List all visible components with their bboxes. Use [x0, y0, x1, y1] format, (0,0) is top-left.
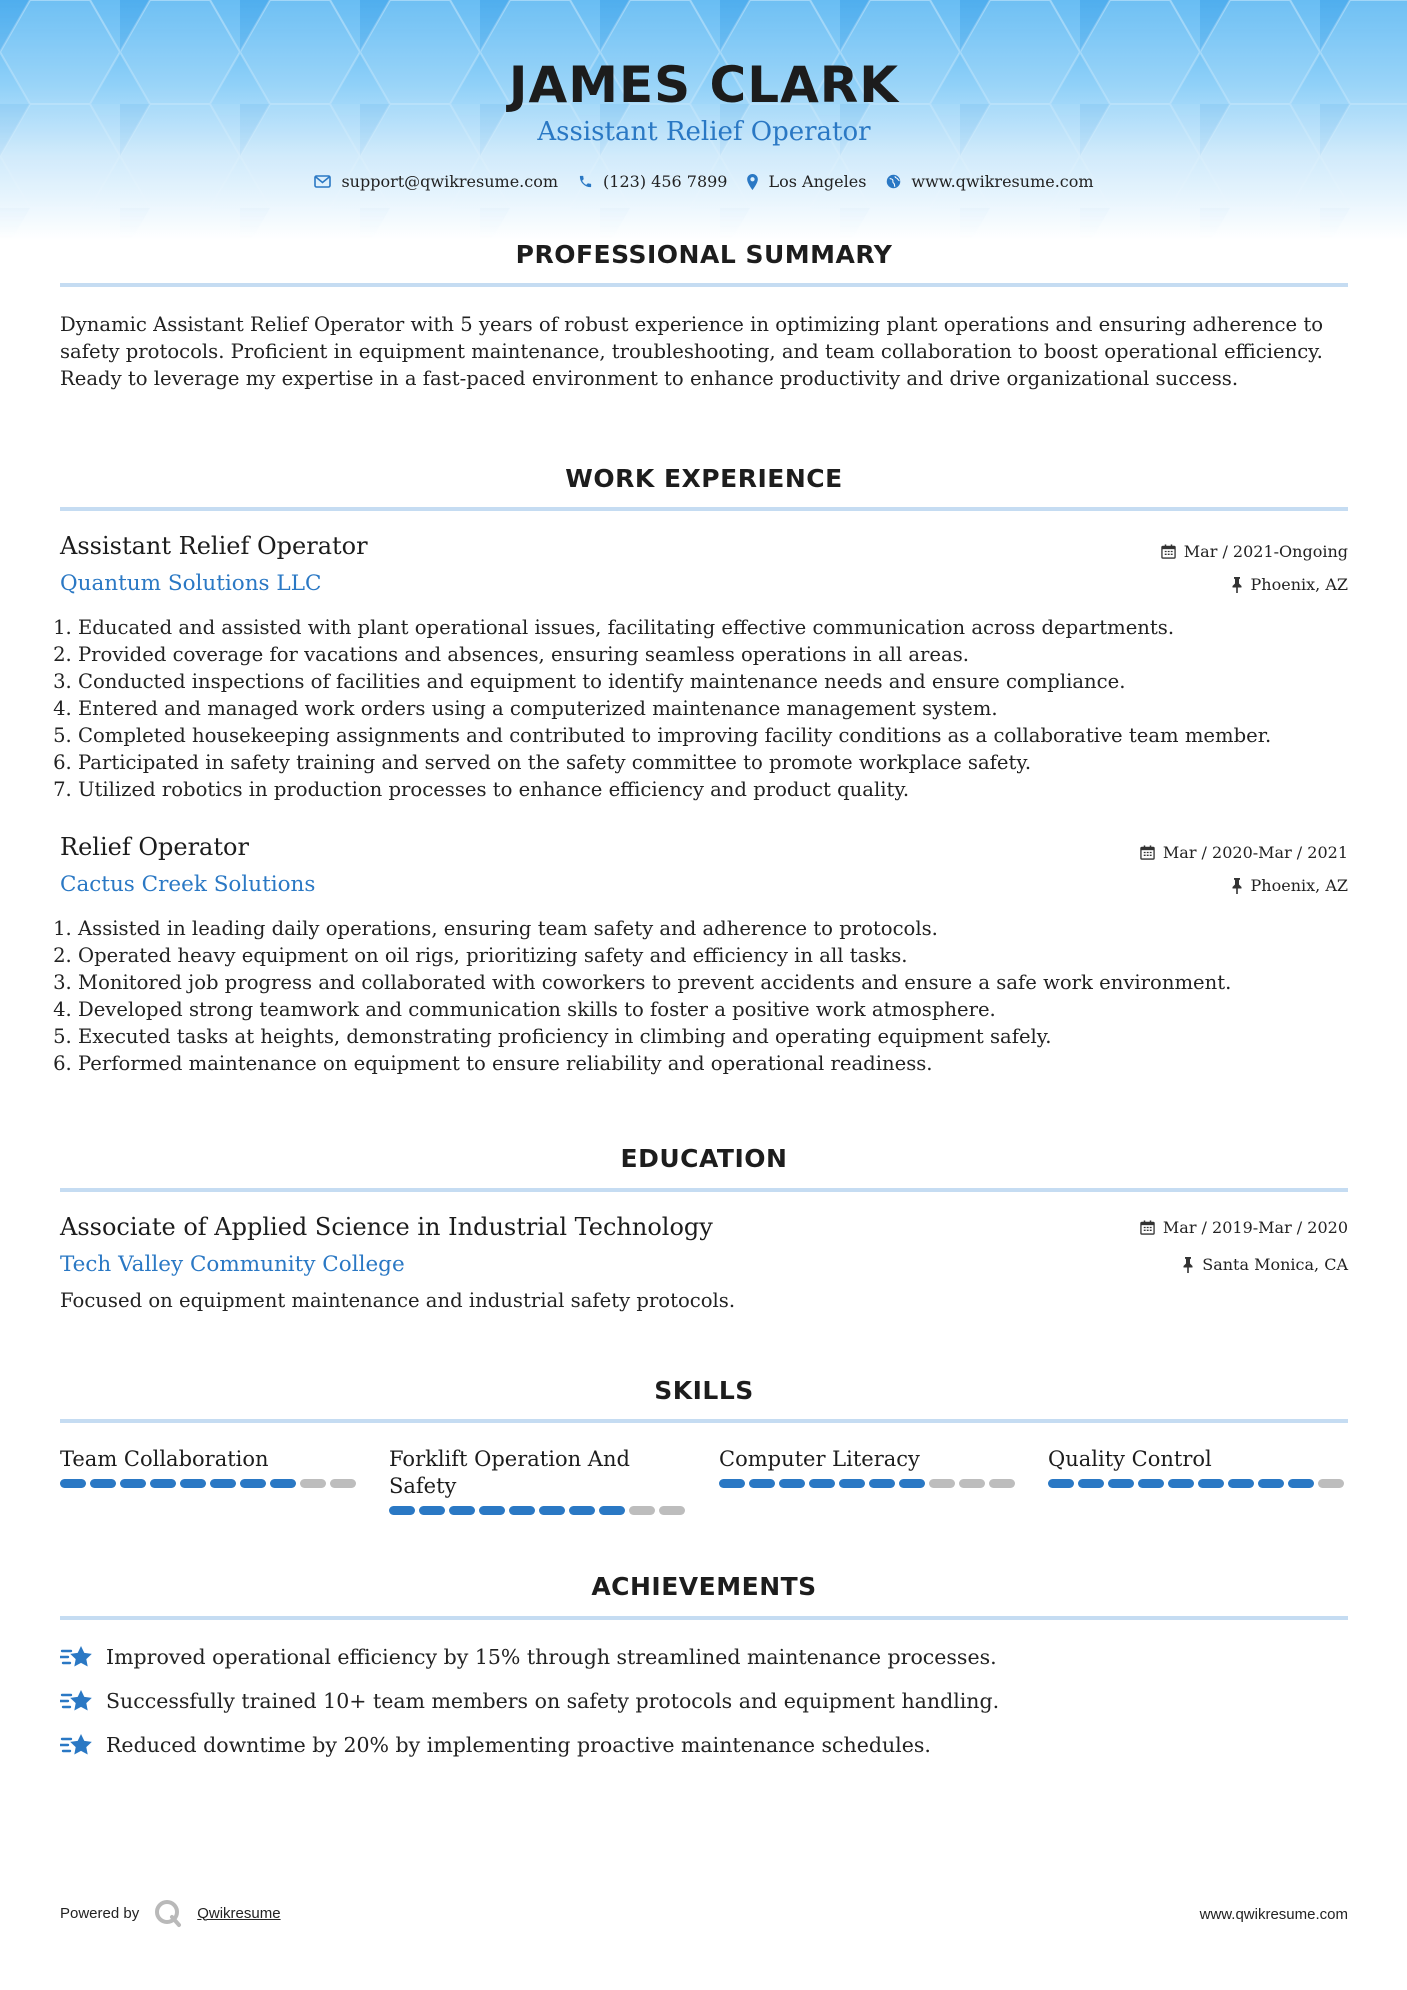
pushpin-icon — [1231, 878, 1243, 894]
pushpin-icon — [1182, 1257, 1194, 1273]
skill-segment-filled — [449, 1506, 475, 1515]
section-divider — [60, 1419, 1348, 1423]
email-text: support@qwikresume.com — [341, 172, 559, 191]
skill-segment-empty — [330, 1479, 356, 1488]
skill-segment-filled — [1138, 1479, 1164, 1488]
skill-item — [1048, 1446, 1348, 1488]
skill-segment-filled — [599, 1506, 625, 1515]
skill-segment-filled — [809, 1479, 835, 1488]
experience-heading: WORK EXPERIENCE — [565, 464, 843, 493]
job-title: Relief Operator — [60, 833, 249, 861]
skill-segment-empty — [300, 1479, 326, 1488]
job-dates-text: Mar / 2021-Ongoing — [1183, 542, 1348, 561]
skill-item — [60, 1446, 360, 1488]
skill-segment-filled — [539, 1506, 565, 1515]
calendar-icon — [1140, 1220, 1155, 1235]
section-divider — [60, 1188, 1348, 1192]
company-name: Quantum Solutions LLC — [60, 571, 322, 596]
list-item: 5. Executed tasks at heights, demonstrating proficiency in climbing and operating equipment safely. — [78, 1023, 1366, 1050]
skill-segment-filled — [719, 1479, 745, 1488]
skill-segment-filled — [90, 1479, 116, 1488]
list-item: 4. Entered and managed work orders using a computerized maintenance management system. — [78, 695, 1366, 722]
skill-segment-empty — [1318, 1479, 1344, 1488]
achievement-item — [60, 1732, 931, 1758]
skill-segment-filled — [869, 1479, 895, 1488]
skill-item — [719, 1446, 1019, 1488]
skill-segment-filled — [899, 1479, 925, 1488]
skill-segment-filled — [60, 1479, 86, 1488]
shooting-star-icon — [60, 1644, 94, 1670]
phone-icon — [578, 174, 593, 189]
skill-level-bar — [719, 1479, 1019, 1488]
map-pin-icon — [747, 174, 758, 190]
skill-name: Forklift Operation And Safety — [389, 1447, 630, 1498]
education-heading: EDUCATION — [620, 1144, 788, 1173]
skills-heading: SKILLS — [654, 1376, 754, 1405]
contact-email[interactable] — [314, 172, 558, 191]
candidate-title: Assistant Relief Operator — [537, 117, 871, 147]
skill-segment-filled — [479, 1506, 505, 1515]
pushpin-icon — [1231, 577, 1243, 593]
skill-segment-filled — [1288, 1479, 1314, 1488]
brand-link[interactable]: Qwikresume — [197, 1904, 281, 1922]
skill-segment-filled — [120, 1479, 146, 1488]
skill-item — [389, 1446, 689, 1515]
skill-segment-filled — [569, 1506, 595, 1515]
skill-segment-filled — [389, 1506, 415, 1515]
achievement-text: Reduced downtime by 20% by implementing proactive maintenance schedules. — [106, 1733, 931, 1757]
skill-name: Computer Literacy — [719, 1447, 920, 1471]
skill-segment-empty — [659, 1506, 685, 1515]
skill-segment-filled — [1078, 1479, 1104, 1488]
website-text: www.qwikresume.com — [911, 172, 1094, 191]
shooting-star-icon — [60, 1688, 94, 1714]
skill-segment-filled — [210, 1479, 236, 1488]
skill-segment-filled — [1168, 1479, 1194, 1488]
list-item: 7. Utilized robotics in production processes to enhance efficiency and product quality. — [78, 776, 1366, 803]
skill-segment-filled — [270, 1479, 296, 1488]
job-dates — [1161, 542, 1348, 561]
list-item: 6. Participated in safety training and served on the safety committee to promote workplace safety. — [78, 749, 1366, 776]
skill-segment-filled — [150, 1479, 176, 1488]
job-location — [1231, 575, 1348, 594]
list-item: 2. Provided coverage for vacations and absences, ensuring seamless operations in all areas. — [78, 641, 1366, 668]
skill-level-bar — [1048, 1479, 1348, 1488]
education-dates-text: Mar / 2019-Mar / 2020 — [1162, 1218, 1348, 1237]
job-title: Assistant Relief Operator — [60, 532, 368, 560]
envelope-icon — [314, 175, 331, 188]
skill-segment-filled — [1108, 1479, 1134, 1488]
list-item: 2. Operated heavy equipment on oil rigs, prioritizing safety and efficiency in all tasks. — [78, 942, 1366, 969]
skill-segment-filled — [839, 1479, 865, 1488]
skill-segment-filled — [1048, 1479, 1074, 1488]
job-dates — [1140, 843, 1348, 862]
skill-segment-empty — [959, 1479, 985, 1488]
list-item: 1. Assisted in leading daily operations, ensuring team safety and adherence to protocols. — [78, 915, 1366, 942]
list-item: 3. Conducted inspections of facilities and equipment to identify maintenance needs and ensure compliance. — [78, 668, 1366, 695]
school-name: Tech Valley Community College — [60, 1252, 405, 1277]
shooting-star-icon — [60, 1732, 94, 1758]
footer-website-link[interactable]: www.qwikresume.com — [1199, 1906, 1348, 1923]
skill-level-bar — [60, 1479, 360, 1488]
education-dates — [1140, 1218, 1348, 1237]
job-location-text: Phoenix, AZ — [1250, 575, 1348, 594]
skill-segment-filled — [1198, 1479, 1224, 1488]
phone-text: (123) 456 7899 — [603, 172, 728, 191]
skill-segment-filled — [419, 1506, 445, 1515]
skill-segment-empty — [989, 1479, 1015, 1488]
list-item: 5. Completed housekeeping assignments and contributed to improving facility conditions as a collaborative team member. — [78, 722, 1366, 749]
skill-segment-filled — [1258, 1479, 1284, 1488]
skill-segment-filled — [779, 1479, 805, 1488]
globe-icon — [886, 174, 901, 189]
skill-level-bar — [389, 1506, 689, 1515]
skill-name: Quality Control — [1048, 1447, 1212, 1471]
summary-text: Dynamic Assistant Relief Operator with 5 years of robust experience in optimizing plant operations and ensuring adherence to safety protocols. Proficient in equipment maintenance, troubleshooting, and team collaboration to boost operational efficiency. Ready to leverage my expertise in a fast-paced environment to enhance productivity and drive organizational success. — [60, 313, 1324, 390]
contact-bar — [60, 172, 1348, 191]
education-description: Focused on equipment maintenance and industrial safety protocols. — [60, 1289, 736, 1312]
job-dates-text: Mar / 2020-Mar / 2021 — [1162, 843, 1348, 862]
achievement-text: Improved operational efficiency by 15% through streamlined maintenance processes. — [106, 1645, 997, 1669]
achievements-heading: ACHIEVEMENTS — [591, 1572, 817, 1601]
job-location-text: Phoenix, AZ — [1250, 876, 1348, 895]
skill-segment-filled — [509, 1506, 535, 1515]
skill-segment-filled — [180, 1479, 206, 1488]
skill-segment-empty — [629, 1506, 655, 1515]
skill-segment-empty — [929, 1479, 955, 1488]
skill-segment-filled — [1228, 1479, 1254, 1488]
calendar-icon — [1140, 845, 1155, 860]
contact-phone[interactable] — [578, 172, 727, 191]
achievement-text: Successfully trained 10+ team members on safety protocols and equipment handling. — [106, 1689, 1000, 1713]
summary-heading: PROFESSIONAL SUMMARY — [515, 240, 893, 269]
achievement-item — [60, 1688, 999, 1714]
achievement-item — [60, 1644, 997, 1670]
job-duties-list — [60, 614, 1366, 803]
list-item: 6. Performed maintenance on equipment to ensure reliability and operational readiness. — [78, 1050, 1366, 1077]
footer-powered-by — [60, 1898, 281, 1928]
job-location — [1231, 876, 1348, 895]
list-item: 3. Monitored job progress and collaborated with coworkers to prevent accidents and ensure a safe work environment. — [78, 969, 1366, 996]
degree-title: Associate of Applied Science in Industrial Technology — [60, 1213, 713, 1241]
job-duties-list — [60, 915, 1366, 1077]
powered-by-label: Powered by — [60, 1904, 140, 1922]
skill-name: Team Collaboration — [60, 1447, 269, 1471]
education-location — [1182, 1255, 1348, 1274]
contact-location — [747, 172, 866, 191]
section-divider — [60, 507, 1348, 511]
location-text: Los Angeles — [768, 172, 867, 191]
contact-website[interactable] — [886, 172, 1093, 191]
calendar-icon — [1161, 544, 1176, 559]
candidate-name: JAMES CLARK — [508, 56, 900, 114]
section-divider — [60, 283, 1348, 287]
section-divider — [60, 1616, 1348, 1620]
education-location-text: Santa Monica, CA — [1202, 1255, 1348, 1274]
skill-segment-filled — [240, 1479, 266, 1488]
company-name: Cactus Creek Solutions — [60, 872, 316, 897]
skill-segment-filled — [749, 1479, 775, 1488]
list-item: 1. Educated and assisted with plant operational issues, facilitating effective communication across departments. — [78, 614, 1366, 641]
qwikresume-logo-icon — [153, 1898, 183, 1928]
list-item: 4. Developed strong teamwork and communication skills to foster a positive work atmosphere. — [78, 996, 1366, 1023]
